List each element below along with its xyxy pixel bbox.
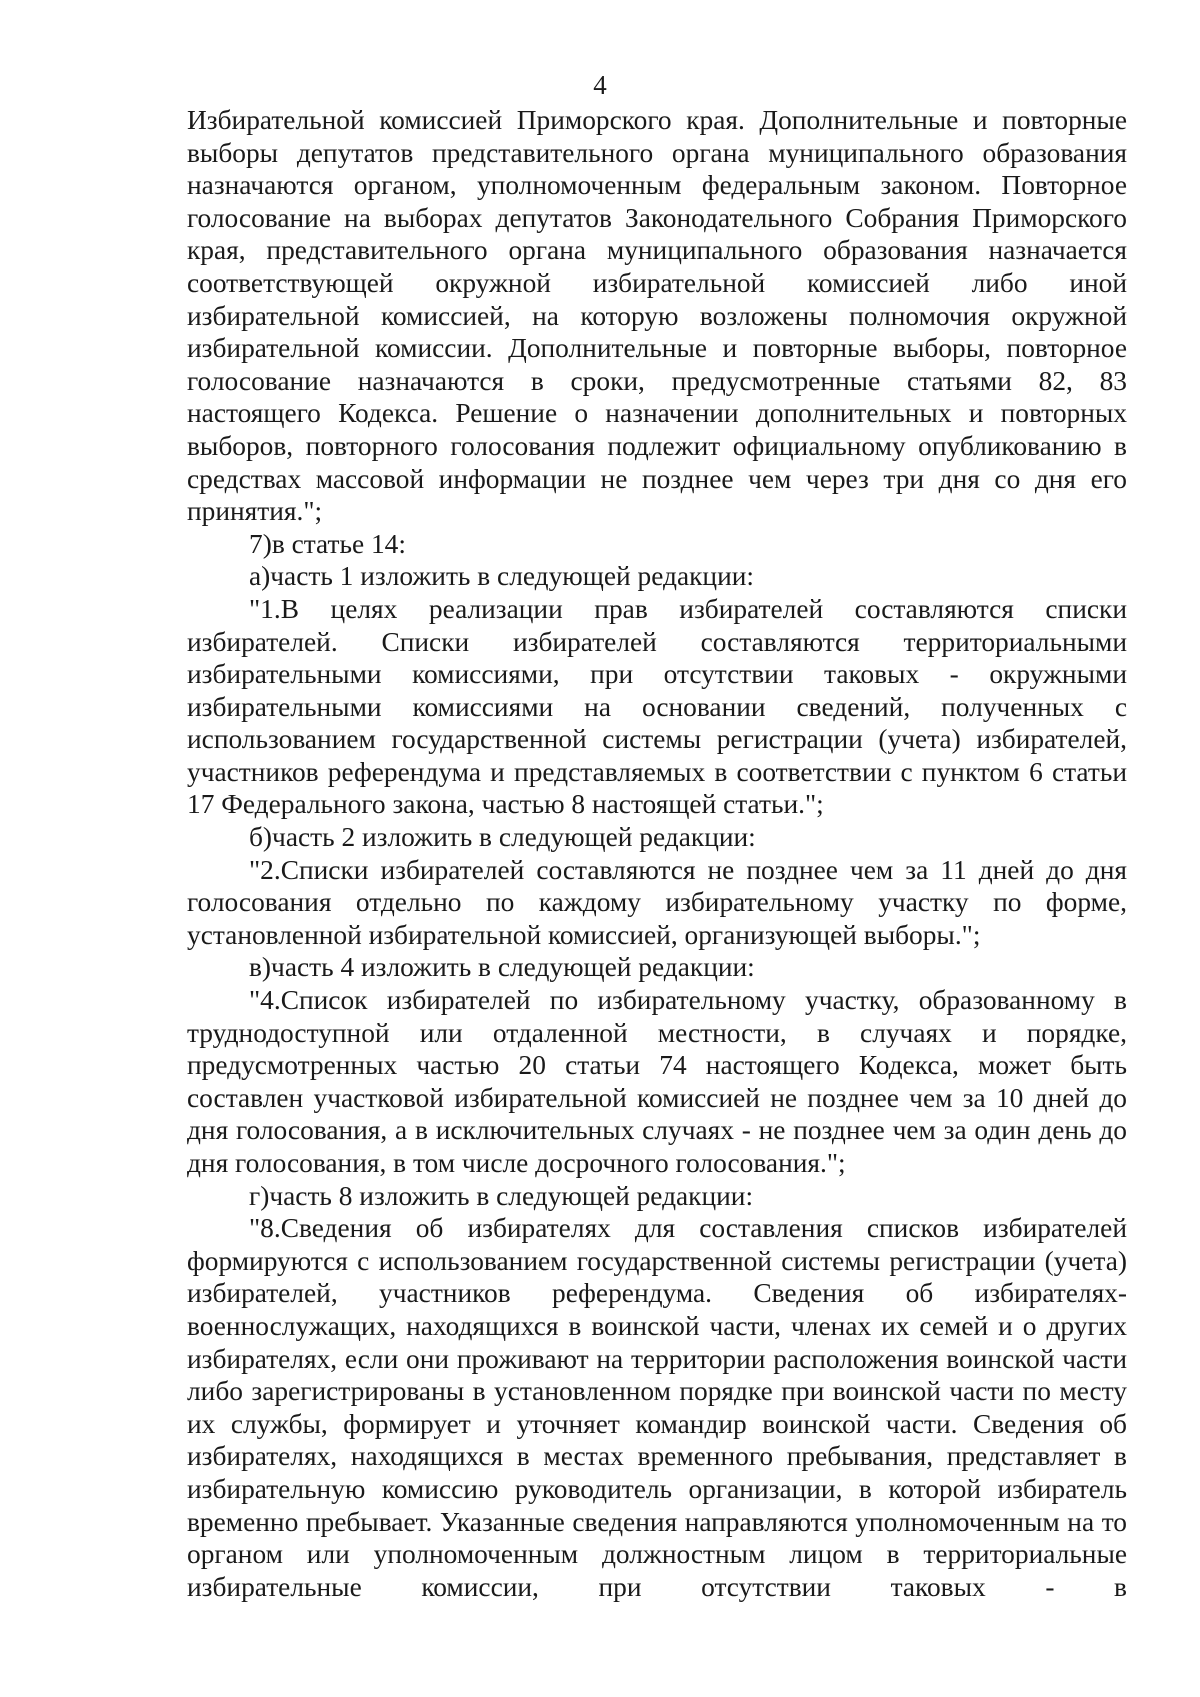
paragraph-item-7: 7)в статье 14: [249, 528, 406, 559]
paragraph-subitem-g: г)часть 8 изложить в следующей редакции: [249, 1180, 754, 1211]
paragraph-part-2-text: "2.Списки избирателей составляются не позднее чем за 11 дней до дня голосования отдельно по каждому избирательному участку по форме, установленной избирательной комиссией, организующей выборы."; [187, 854, 1127, 950]
paragraph-subitem-a: а)часть 1 изложить в следующей редакции: [249, 561, 755, 592]
paragraph-continuation: Избирательной комиссией Приморского края. Дополнительные и повторные выборы депутатов представительного органа муниципального образования назначаются органом, уполномоченным федеральным законом. Повторное голосование на выборах депутатов Законодательного Собрания Приморского края, представительного органа муниципального образования назначается соответствующей окружной избирательной комиссией либо иной избирательной комиссией, на которую возложены полномочия окружной избирательной комиссии. Дополнительные и повторные выборы, повторное голосование назначаются в сроки, предусмотренные статьями 82, 83 настоящего Кодекса. Решение о назначении дополнительных и повторных выборов, повторного голосования подлежит официальному опубликованию в средствах массовой информации не позднее чем через три дня со дня его принятия."; [187, 105, 1127, 527]
document-body [187, 104, 1127, 1603]
paragraph-subitem-v: в)часть 4 изложить в следующей редакции: [249, 952, 755, 983]
paragraph-part-8-text: "8.Сведения об избирателях для составления списков избирателей формируются с использованием государственной системы регистрации (учета) избирателей, участников референдума. Сведения об избирателях-военнослужащих, находящихся в воинской части, членах их семей и о других избирателях, если они проживают на территории расположения воинской части либо зарегистрированы в установленном порядке при воинской части по месту их службы, формирует и уточняет командир воинской части. Сведения об избирателях, находящихся в местах временного пребывания, представляет в избирательную комиссию руководитель организации, в которой избиратель временно пребывает. Указанные сведения направляются уполномоченным на то органом или уполномоченным должностным лицом в территориальные избирательные комиссии, при отсутствии таковых - в [187, 1213, 1127, 1602]
page-number: 4 [593, 70, 607, 100]
paragraph-part-4-text: "4.Список избирателей по избирательному участку, образованному в труднодоступной или отдаленной местности, в случаях и порядке, предусмотренных частью 20 статьи 74 настоящего Кодекса, может быть составлен участковой избирательной комиссией не позднее чем за 10 дней до дня голосования, а в исключительных случаях - не позднее чем за один день до дня голосования, в том числе досрочного голосования."; [187, 985, 1127, 1178]
paragraph-part-1-text: "1.В целях реализации прав избирателей составляются списки избирателей. Списки избирателей составляются территориальными избирательными комиссиями, при отсутствии таковых - окружными избирательными комиссиями на основании сведений, полученных с использованием государственной системы регистрации (учета) избирателей, участников референдума и представляемых в соответствии с пунктом 6 статьи 17 Федерального закона, частью 8 настоящей статьи."; [187, 593, 1127, 820]
paragraph-subitem-b: б)часть 2 изложить в следующей редакции: [249, 822, 756, 853]
